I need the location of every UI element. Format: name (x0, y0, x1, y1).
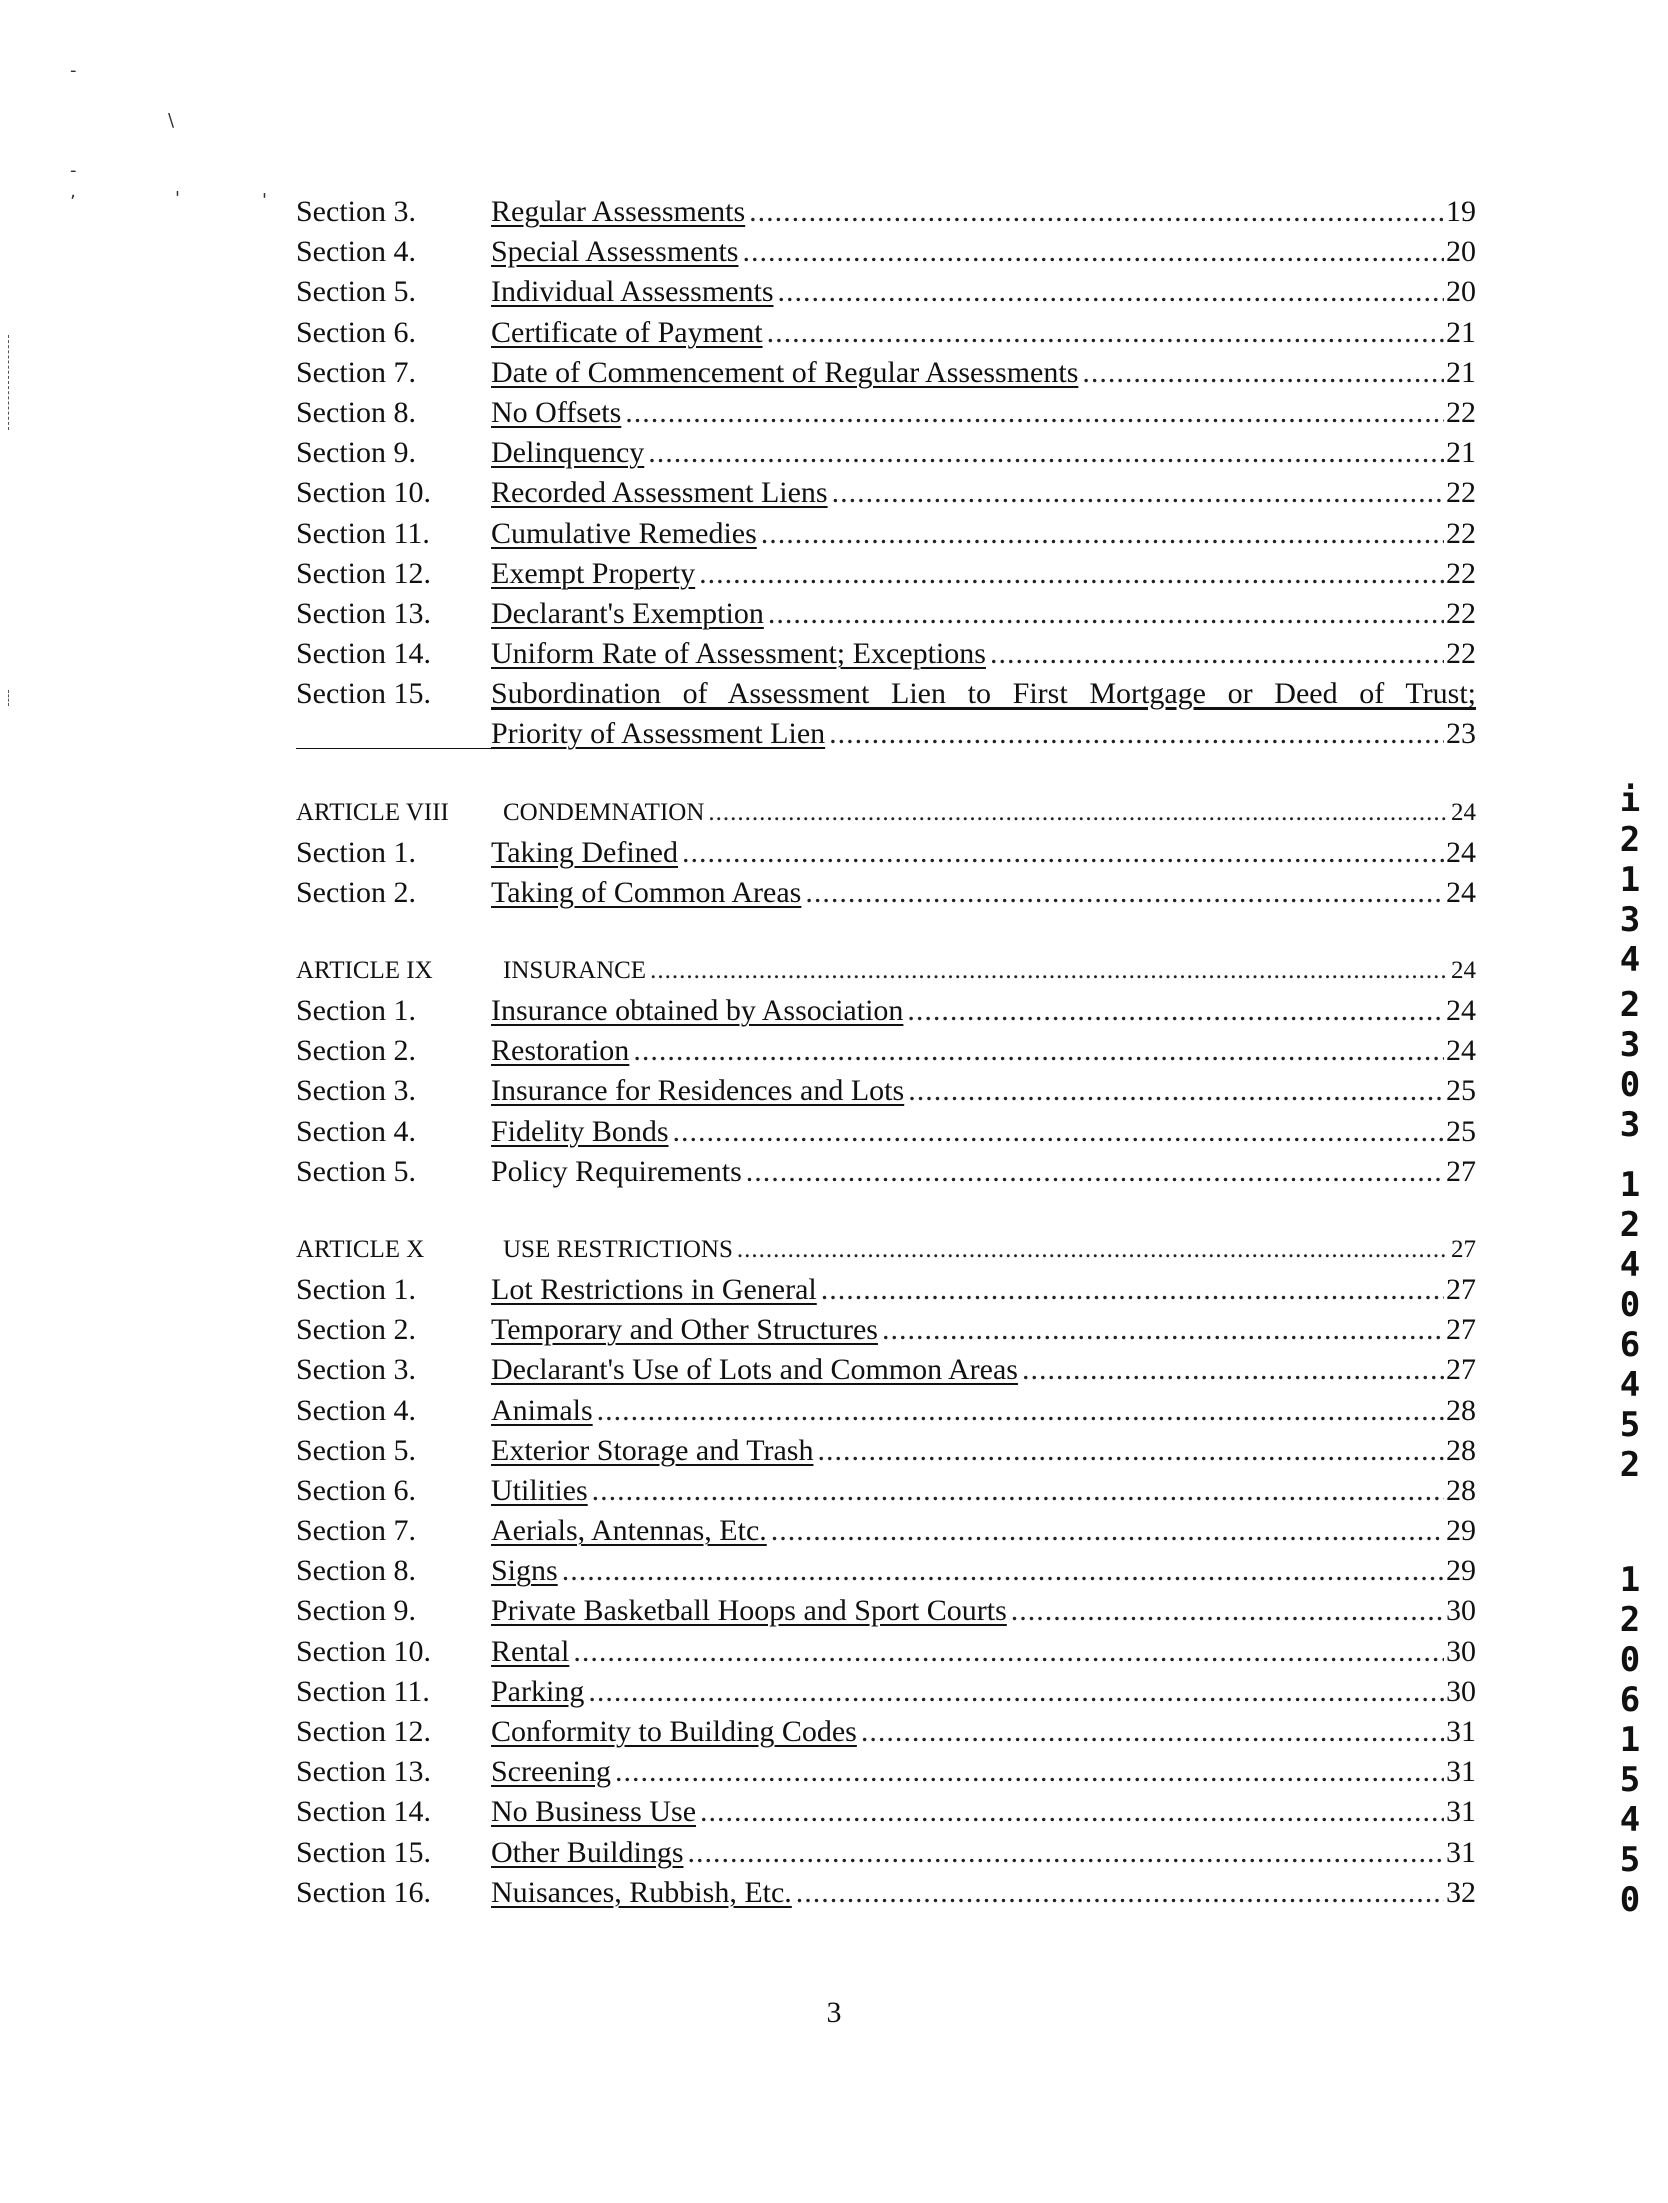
section-title: Rental (491, 1634, 570, 1668)
section-number: Section 12. (296, 1715, 431, 1748)
stamp-digit: i (1619, 780, 1641, 820)
section-title: Private Basketball Hoops and Sport Courts (491, 1594, 1007, 1628)
stamp-digit: 0 (1619, 1285, 1641, 1325)
section-page-ref: 21 (1446, 315, 1476, 349)
stamp-digit: 5 (1619, 1760, 1641, 1800)
section-title: Fidelity Bonds (491, 1114, 669, 1148)
section-number: Section 10. (296, 476, 431, 510)
toc-entry-row (296, 634, 1476, 674)
dot-leader (990, 634, 1444, 674)
toc-entry-row (296, 1471, 1476, 1511)
section-number: Section 4. (296, 235, 416, 269)
scan-speck: - ‚ (70, 160, 77, 202)
section-number: Section 13. (296, 1755, 431, 1789)
dot-leader (737, 1230, 1449, 1270)
section-leader (491, 192, 1444, 232)
section-title: Other Buildings (491, 1835, 684, 1869)
stamp-digit: 1 (1619, 860, 1641, 900)
section-title: Cumulative Remedies (491, 516, 757, 550)
section-leader (491, 1591, 1444, 1631)
stamp-digit: 1 (1619, 1720, 1641, 1760)
article-number: ARTICLE VIII (296, 798, 449, 826)
section-page-ref: 31 (1446, 1755, 1476, 1789)
section-title-line1 (491, 674, 1476, 714)
toc-entry-row (296, 1391, 1476, 1431)
section-leader (491, 272, 1444, 312)
section-title: Taking Defined (491, 835, 679, 869)
article-heading-row (296, 793, 1476, 833)
section-leader (491, 1270, 1444, 1310)
dot-leader (746, 1152, 1444, 1192)
section-title: Screening (491, 1755, 611, 1789)
article-leader (491, 951, 1449, 991)
section-number: Section 2. (296, 875, 416, 909)
stamp-digit: 2 (1619, 985, 1641, 1025)
toc-entry-row (296, 1152, 1476, 1192)
section-title: Policy Requirements (491, 1154, 742, 1188)
section-leader (491, 1471, 1444, 1511)
scan-speck: ‐ (70, 60, 77, 81)
section-page-ref: 31 (1446, 1715, 1476, 1748)
scan-edge-line (8, 690, 9, 706)
dot-leader (882, 1310, 1444, 1350)
section-number: Section 1. (296, 994, 416, 1027)
section-leader (491, 833, 1444, 873)
article-page-ref: 27 (1451, 1235, 1476, 1263)
article-title: CONDEMNATION (503, 798, 705, 826)
section-number: Section 9. (296, 1594, 416, 1628)
section-number: Section 5. (296, 1154, 416, 1188)
section-title: Exterior Storage and Trash (491, 1433, 814, 1467)
section-title: Declarant's Exemption (491, 596, 764, 630)
toc-spacer (296, 1192, 1476, 1230)
section-leader (491, 1350, 1444, 1390)
toc-entry-row (296, 1350, 1476, 1390)
section-title: Insurance for Residences and Lots (491, 1074, 905, 1108)
toc-entry-row (296, 1031, 1476, 1071)
section-page-ref: 22 (1446, 596, 1476, 630)
toc-entry-row (296, 554, 1476, 594)
scan-speck: ' (262, 190, 267, 211)
dot-leader (908, 1071, 1444, 1111)
section-number: Section 8. (296, 395, 416, 429)
stamp-digit: 0 (1619, 1880, 1641, 1920)
dot-leader (597, 1391, 1444, 1431)
article-page-ref: 24 (1451, 798, 1476, 826)
stamp-digit: 0 (1619, 1640, 1641, 1680)
section-title: Utilities (491, 1473, 588, 1507)
section-number: Section 5. (296, 1433, 416, 1467)
toc-entry-row (296, 433, 1476, 473)
stamp-digit: 1 (1619, 1165, 1641, 1205)
toc-spacer (296, 755, 1476, 793)
toc-entry-row (296, 991, 1476, 1031)
section-title: Nuisances, Rubbish, Etc. (491, 1875, 792, 1909)
section-number: Section 15. (296, 1835, 431, 1869)
section-page-ref: 24 (1446, 1034, 1476, 1068)
section-title: Conformity to Building Codes (491, 1715, 857, 1748)
section-page-ref: 28 (1446, 1433, 1476, 1467)
section-leader (491, 714, 1444, 754)
stamp-digit: 1 (1619, 1560, 1641, 1600)
toc-entry-row (296, 1833, 1476, 1873)
section-number: Section 8. (296, 1554, 416, 1588)
article-page-ref: 24 (1451, 957, 1476, 984)
toc-entry-row (296, 514, 1476, 554)
dot-leader (821, 1270, 1444, 1310)
section-leader (491, 634, 1444, 674)
toc-entry-row (296, 232, 1476, 272)
toc-entry-row (296, 833, 1476, 873)
stamp-digit: 2 (1619, 1445, 1641, 1485)
section-title: Uniform Rate of Assessment; Exceptions (491, 637, 986, 671)
toc-entry-row (296, 1591, 1476, 1631)
toc-entry-row (296, 393, 1476, 433)
dot-leader (1011, 1591, 1444, 1631)
toc-entry-row (296, 1632, 1476, 1672)
section-title: Lot Restrictions in General (491, 1272, 817, 1306)
stamp-digit: 6 (1619, 1325, 1641, 1365)
section-page-ref: 32 (1446, 1875, 1476, 1909)
section-title: Insurance obtained by Association (491, 994, 904, 1027)
section-page-ref: 27 (1446, 1353, 1476, 1387)
toc-entry-row (296, 1792, 1476, 1832)
dot-leader (768, 594, 1444, 634)
section-number: Section 1. (296, 835, 416, 869)
section-leader (491, 1632, 1444, 1672)
section-page-ref: 22 (1446, 395, 1476, 429)
section-leader (491, 873, 1444, 913)
section-leader (491, 991, 1444, 1031)
dot-leader (796, 1873, 1444, 1913)
section-number: Section 1. (296, 1272, 416, 1306)
dot-leader (592, 1471, 1444, 1511)
section-title: Temporary and Other Structures (491, 1313, 878, 1347)
recording-number-stamp-bottom (1610, 1560, 1650, 1920)
dot-leader (761, 514, 1444, 554)
section-title: Special Assessments (491, 235, 739, 269)
section-leader (491, 473, 1444, 513)
section-leader (491, 594, 1444, 634)
toc-entry-row (296, 1112, 1476, 1152)
article-number: ARTICLE X (296, 1235, 425, 1263)
toc-entry-row (296, 1270, 1476, 1310)
section-number: Section 7. (296, 1514, 416, 1548)
stamp-digit: 5 (1619, 1840, 1641, 1880)
dot-leader (907, 991, 1444, 1031)
section-leader (491, 1712, 1444, 1752)
article-heading-row (296, 1230, 1476, 1270)
section-leader (491, 393, 1444, 433)
section-leader (491, 1112, 1444, 1152)
toc-entry-row (296, 1752, 1476, 1792)
article-heading-row (296, 951, 1476, 991)
section-leader (491, 1672, 1444, 1712)
section-page-ref: 20 (1446, 235, 1476, 269)
section-leader (491, 232, 1444, 272)
section-page-ref: 27 (1446, 1154, 1476, 1188)
section-title: Recorded Assessment Liens (491, 476, 828, 510)
section-number: Section 3. (296, 1353, 416, 1387)
section-page-ref: 24 (1446, 994, 1476, 1027)
section-number: Section 15. (296, 677, 431, 711)
section-number: Section 3. (296, 1074, 416, 1108)
section-page-ref: 30 (1446, 1634, 1476, 1668)
recording-number-stamp-top (1610, 780, 1650, 980)
dot-leader (1022, 1350, 1444, 1390)
article-title: INSURANCE (503, 957, 647, 984)
dot-leader (708, 793, 1449, 833)
stamp-digit: 3 (1619, 1105, 1641, 1145)
toc-entry-row (296, 313, 1476, 353)
section-title: Certificate of Payment (491, 315, 763, 349)
article-leader (491, 793, 1449, 833)
section-number: Section 14. (296, 637, 431, 671)
toc-entry-row (296, 1672, 1476, 1712)
section-page-ref: 20 (1446, 275, 1476, 309)
toc-entry-row (296, 594, 1476, 634)
dot-leader (573, 1632, 1444, 1672)
section-page-ref: 21 (1446, 436, 1476, 470)
section-title: Parking (491, 1674, 585, 1708)
stamp-digit: 4 (1619, 1800, 1641, 1840)
section-leader (491, 1431, 1444, 1471)
section-number: Section 7. (296, 355, 416, 389)
toc-entry-row (296, 873, 1476, 913)
section-page-ref: 24 (1446, 835, 1476, 869)
scan-edge-line (8, 335, 9, 430)
section-page-ref: 19 (1446, 195, 1476, 228)
section-leader (491, 1071, 1444, 1111)
section-title: Declarant's Use of Lots and Common Areas (491, 1353, 1018, 1387)
section-leader (491, 1873, 1444, 1913)
section-leader (491, 353, 1444, 393)
section-leader (491, 1152, 1444, 1192)
dot-leader (778, 272, 1445, 312)
stamp-digit: 2 (1619, 1600, 1641, 1640)
article-leader (491, 1230, 1449, 1270)
section-title: Regular Assessments (491, 195, 746, 228)
article-title: USE RESTRICTIONS (503, 1235, 733, 1263)
toc-entry-row (296, 674, 1476, 714)
section-leader (491, 514, 1444, 554)
section-number: Section 4. (296, 1114, 416, 1148)
toc-spacer (296, 913, 1476, 951)
section-page-ref: 21 (1446, 355, 1476, 389)
stamp-digit: 2 (1619, 1205, 1641, 1245)
section-number: Section 3. (296, 195, 416, 228)
dot-leader (771, 1511, 1444, 1551)
section-number: Section 14. (296, 1795, 431, 1829)
section-number: Section 6. (296, 315, 416, 349)
section-number: Section 11. (296, 1674, 430, 1708)
dot-leader (615, 1752, 1444, 1792)
section-leader (491, 1752, 1444, 1792)
dot-leader (648, 433, 1444, 473)
section-title: No Business Use (491, 1795, 697, 1829)
toc-entry-row (296, 353, 1476, 393)
section-title: Restoration (491, 1034, 630, 1068)
continuation-rule (296, 718, 491, 749)
section-leader (491, 1833, 1444, 1873)
stamp-digit: 3 (1619, 1025, 1641, 1065)
scan-speck: \ (168, 110, 175, 131)
section-page-ref: 22 (1446, 476, 1476, 510)
toc-entry-row (296, 192, 1476, 232)
section-number: Section 16. (296, 1875, 431, 1909)
section-page-ref: 29 (1446, 1554, 1476, 1588)
section-title: Taking of Common Areas (491, 875, 802, 909)
section-leader (491, 433, 1444, 473)
toc-entry-row (296, 1310, 1476, 1350)
section-page-ref: 25 (1446, 1114, 1476, 1148)
stamp-digit: 4 (1619, 1365, 1641, 1405)
section-number: Section 6. (296, 1473, 416, 1507)
toc-entry-row (296, 473, 1476, 513)
toc-entry-row (296, 1873, 1476, 1913)
dot-leader (688, 1833, 1445, 1873)
section-title: Aerials, Antennas, Etc. (491, 1514, 767, 1548)
section-number: Section 11. (296, 516, 430, 550)
section-title: Animals (491, 1393, 593, 1427)
scan-speck: ' (175, 188, 180, 209)
dot-leader (699, 554, 1444, 594)
section-page-ref: 30 (1446, 1594, 1476, 1628)
section-page-ref: 31 (1446, 1835, 1476, 1869)
section-page-ref: 25 (1446, 1074, 1476, 1108)
dot-leader (562, 1551, 1444, 1591)
stamp-digit: 3 (1619, 900, 1641, 940)
toc-entry-row (296, 1551, 1476, 1591)
dot-leader (682, 833, 1444, 873)
dot-leader (743, 232, 1445, 272)
section-leader (491, 1031, 1444, 1071)
section-page-ref: 27 (1446, 1272, 1476, 1306)
dot-leader (861, 1712, 1444, 1752)
article-number: ARTICLE IX (296, 957, 433, 984)
section-page-ref: 22 (1446, 637, 1476, 671)
stamp-digit: 0 (1619, 1065, 1641, 1105)
section-leader (491, 1310, 1444, 1350)
recording-number-stamp-low (1610, 1165, 1650, 1485)
dot-leader (767, 313, 1444, 353)
toc-entry-row (296, 1431, 1476, 1471)
section-number: Section 2. (296, 1313, 416, 1347)
dot-leader (1082, 353, 1444, 393)
section-leader (491, 554, 1444, 594)
stamp-digit: 2 (1619, 820, 1641, 860)
dot-leader (832, 473, 1444, 513)
stamp-digit: 4 (1619, 1245, 1641, 1285)
section-page-ref: 22 (1446, 556, 1476, 590)
dot-leader (829, 714, 1444, 754)
dot-leader (673, 1112, 1444, 1152)
section-title: Signs (491, 1554, 558, 1588)
dot-leader (749, 192, 1444, 232)
section-page-ref: 30 (1446, 1674, 1476, 1708)
section-leader (491, 1792, 1444, 1832)
section-title: Date of Commencement of Regular Assessments (491, 355, 1079, 389)
recording-number-stamp-mid (1610, 985, 1650, 1145)
section-title: Exempt Property (491, 556, 696, 590)
stamp-digit: 5 (1619, 1405, 1641, 1445)
section-number: Section 10. (296, 1634, 431, 1668)
section-number: Section 5. (296, 275, 416, 309)
dot-leader (633, 1031, 1444, 1071)
dot-leader (650, 951, 1449, 991)
section-number: Section 2. (296, 1034, 416, 1068)
toc-entry-row (296, 1511, 1476, 1551)
section-number: Section 13. (296, 596, 431, 630)
section-leader (491, 1391, 1444, 1431)
section-title-line2: Priority of Assessment Lien (491, 717, 826, 751)
section-page-ref: 24 (1446, 875, 1476, 909)
toc-entry-row-continued (296, 714, 1476, 754)
dot-leader (805, 873, 1444, 913)
section-number: Section 12. (296, 556, 431, 590)
dot-leader (700, 1792, 1444, 1832)
section-page-ref: 28 (1446, 1393, 1476, 1427)
section-title: Individual Assessments (491, 275, 774, 309)
section-page-ref: 31 (1446, 1795, 1476, 1829)
dot-leader (817, 1431, 1444, 1471)
stamp-digit: 6 (1619, 1680, 1641, 1720)
section-leader (491, 1511, 1444, 1551)
toc-entry-row (296, 1712, 1476, 1752)
section-page-ref: 27 (1446, 1313, 1476, 1347)
section-number: Section 9. (296, 436, 416, 470)
dot-leader (625, 393, 1444, 433)
section-leader (491, 313, 1444, 353)
dot-leader (588, 1672, 1444, 1712)
stamp-digit: 4 (1619, 940, 1641, 980)
toc-entry-row (296, 1071, 1476, 1111)
section-title: No Offsets (491, 395, 622, 429)
section-page-ref: 29 (1446, 1514, 1476, 1548)
section-page-ref: 22 (1446, 516, 1476, 550)
section-number: Section 4. (296, 1393, 416, 1427)
section-page-ref: 28 (1446, 1473, 1476, 1507)
page-number: 3 (826, 1996, 842, 2029)
table-of-contents (296, 192, 1476, 1913)
section-title-text: Subordination of Assessment Lien to First Mortgage or Deed of Trust; (491, 677, 1476, 711)
section-leader (491, 1551, 1444, 1591)
section-page-ref: 23 (1446, 717, 1476, 751)
toc-entry-row (296, 272, 1476, 312)
section-title: Delinquency (491, 436, 645, 470)
